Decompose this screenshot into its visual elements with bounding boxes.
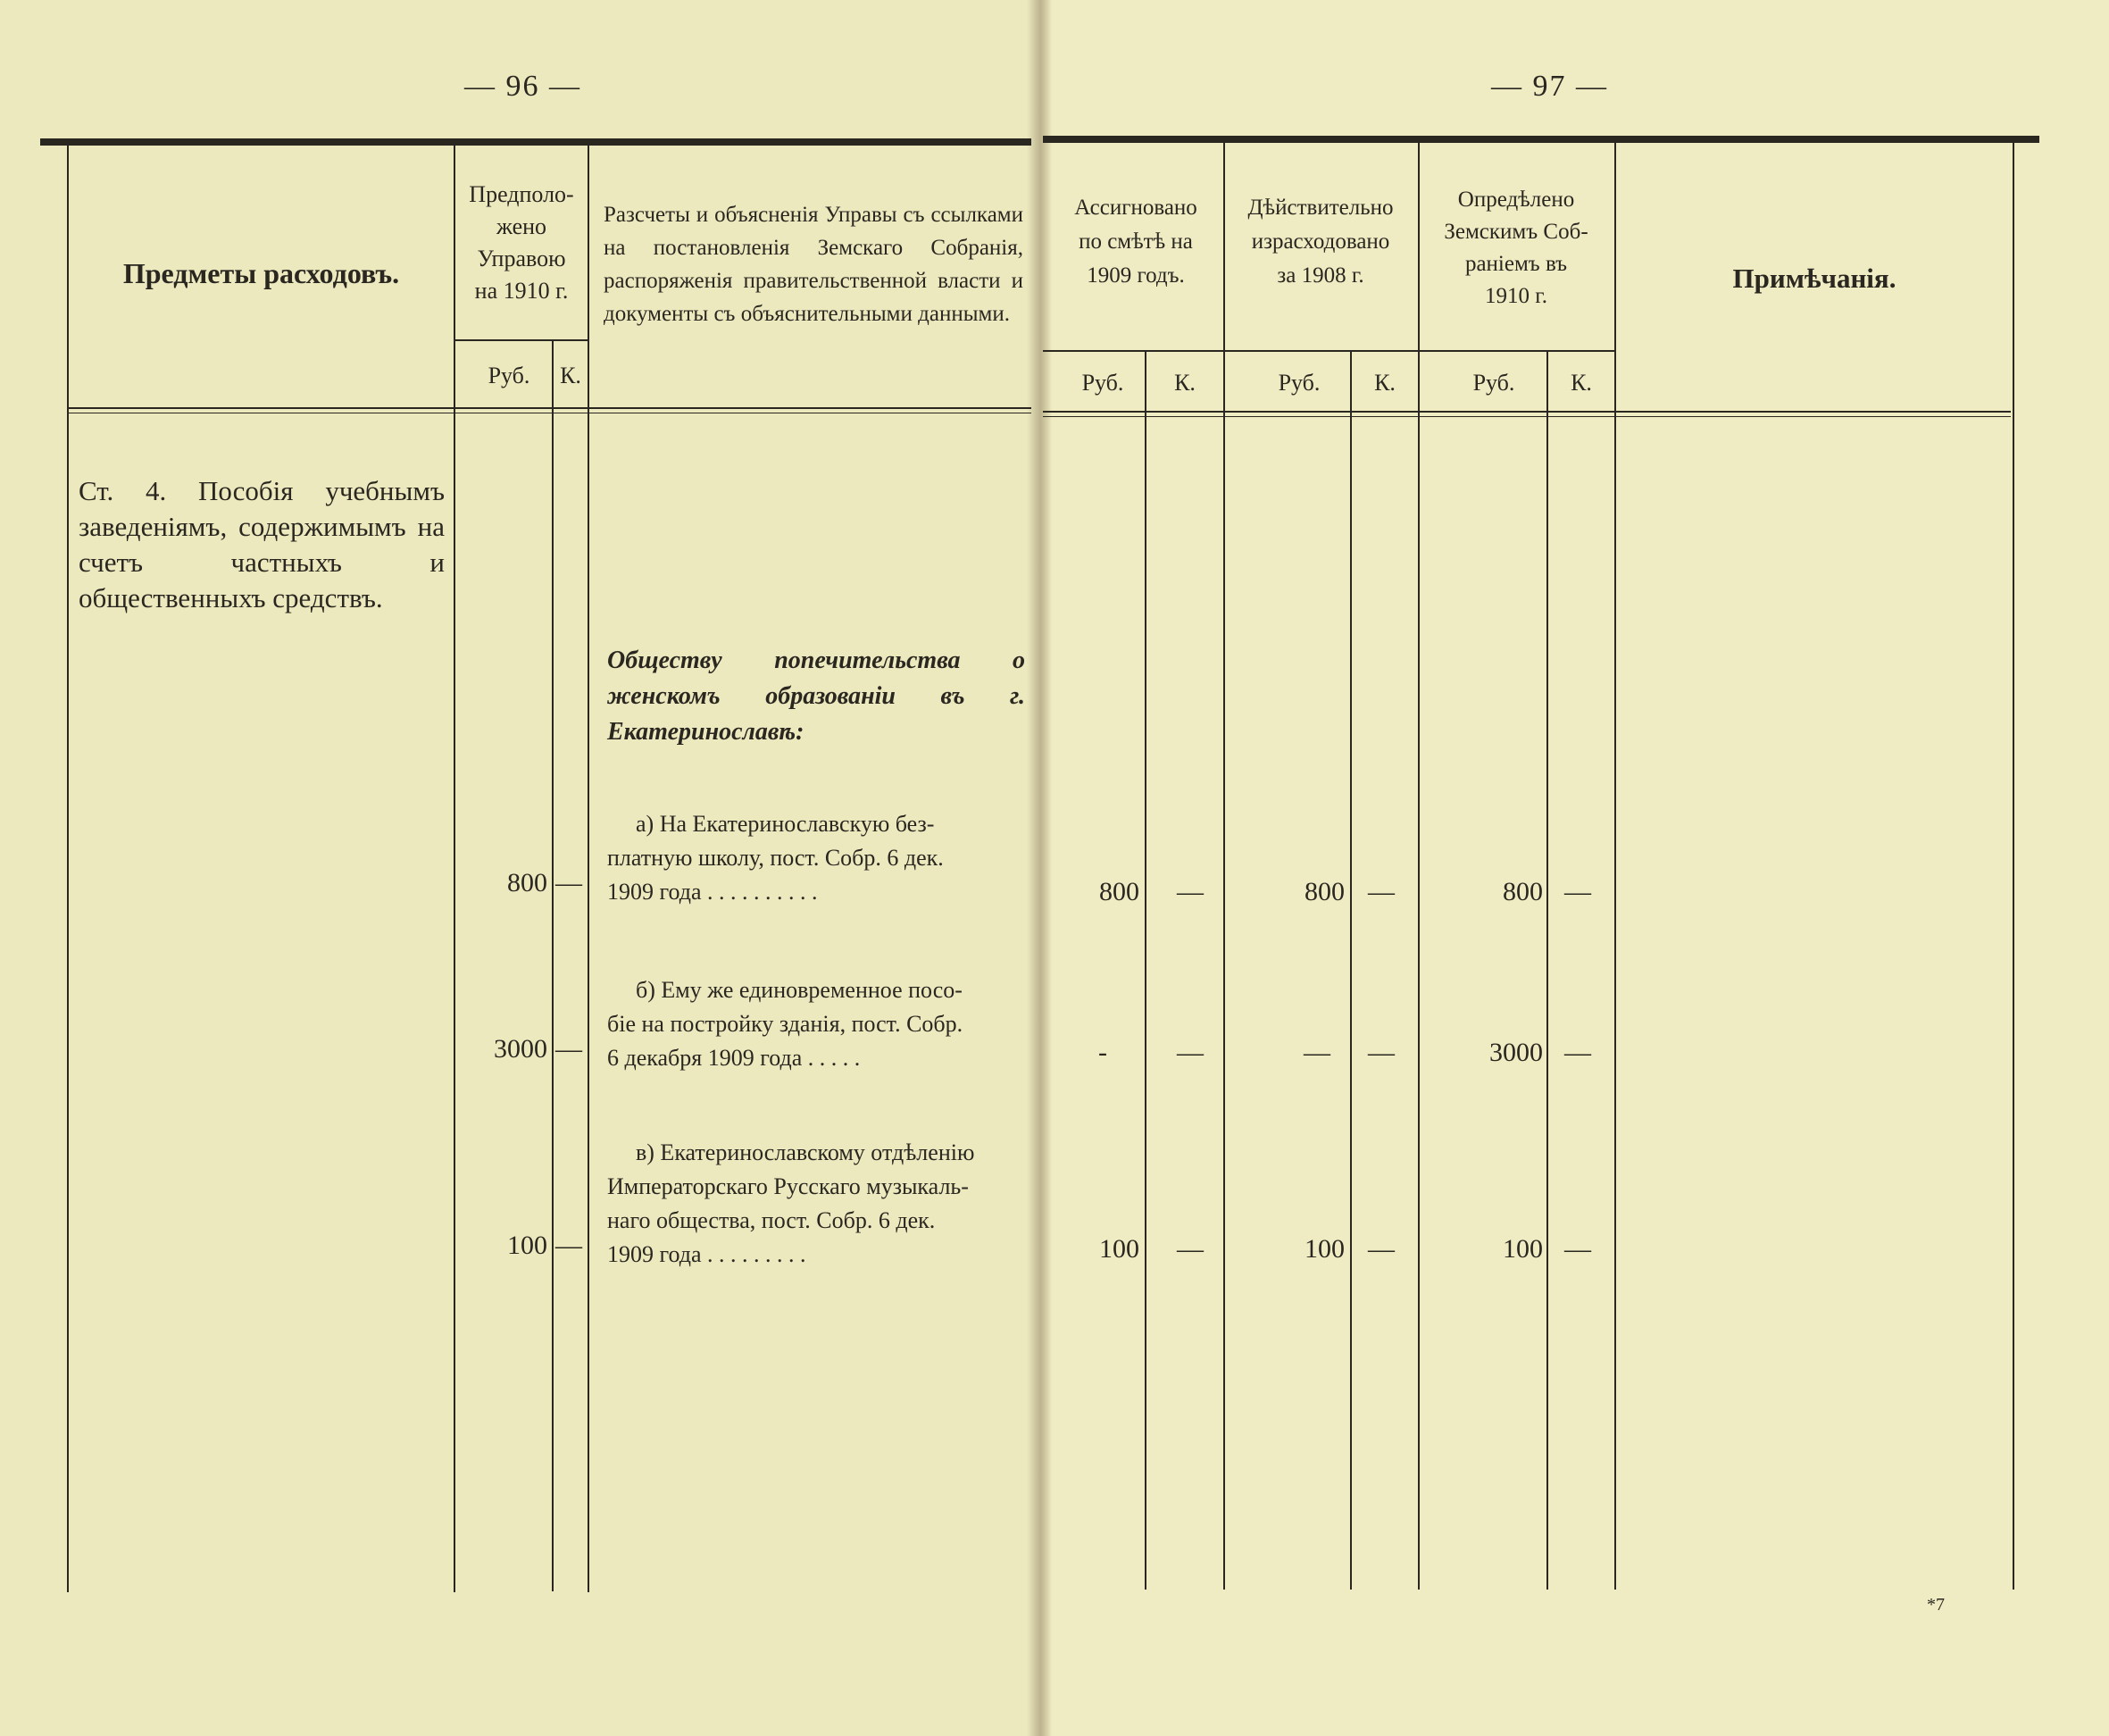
assigned-rub-b: -	[1098, 1038, 1107, 1067]
entry-b	[607, 973, 1025, 1075]
header-spent: Дѣйствительно израсходовано за 1908 г.	[1247, 196, 1394, 288]
spent-rub-c: 100	[1305, 1234, 1345, 1264]
header-items: Предметы расходовъ.	[122, 257, 400, 289]
article-title: Ст. 4. Пособія учебнымъ заведеніямъ, содержимымъ на счетъ частныхъ и общественныхъ средствъ.	[79, 475, 445, 613]
proposed-rub-a: 800	[507, 868, 547, 897]
book-gutter	[1027, 0, 1052, 1736]
header-notes: Примѣчанія.	[1732, 263, 1896, 294]
col-line-proposed	[588, 146, 589, 1592]
determined-kop-a: —	[1564, 877, 1591, 906]
assigned-rub-a: 800	[1099, 877, 1139, 906]
col-line-items	[454, 146, 455, 1592]
spent-kop-a: —	[1368, 877, 1395, 906]
entry-c-line-2: Императорскаго Русскаго музыкаль-	[607, 1173, 969, 1199]
entry-b-line-1: б) Ему же единовременное посо-	[636, 977, 963, 1003]
assigned-kop-c: —	[1177, 1234, 1204, 1264]
header-assigned: Ассигновано по смѣтѣ на 1909 годъ.	[1074, 196, 1197, 288]
entry-c-line-4: 1909 года . . . . . . . . .	[607, 1241, 806, 1267]
determined-rub-b: 3000	[1489, 1038, 1543, 1067]
entry-a	[607, 807, 1025, 909]
proposed-kop-b: —	[555, 1034, 582, 1064]
col-line-rub-kop	[552, 341, 554, 1591]
top-rule-left	[40, 138, 1031, 146]
spent-rub-b: —	[1304, 1038, 1330, 1067]
determined-rub-c: 100	[1503, 1234, 1543, 1264]
entry-c	[607, 1136, 1025, 1272]
unit-rub-assigned: Руб.	[1081, 370, 1124, 396]
proposed-kop-a: —	[555, 868, 582, 897]
col-line-assigned-kop	[1145, 352, 1146, 1590]
proposed-rub-b: 3000	[494, 1034, 547, 1064]
header-rule-right	[1043, 411, 2011, 413]
header-determined: Опредѣлено Земскимъ Соб- раніемъ въ 1910 г.	[1444, 188, 1588, 308]
header-rule-left	[67, 407, 1031, 409]
footer-signature-mark: *7	[1927, 1595, 1945, 1615]
entry-a-line-2: платную школу, пост. Собр. 6 дек.	[607, 845, 944, 871]
unit-rub-spent: Руб.	[1278, 370, 1321, 396]
header-explanations: Разсчеты и объясненія Управы съ ссылками на постановленія Земскаго Собранія, распоряженія правительственной власти и документы съ объяснительными данными.	[604, 203, 1023, 326]
header-rule-right-2	[1043, 416, 2011, 417]
col-line-spent	[1418, 143, 1420, 1590]
entry-b-line-3: 6 декабря 1909 года . . . . .	[607, 1045, 861, 1071]
entry-c-line-1: в) Екатеринославскому отдѣленію	[636, 1139, 975, 1165]
unit-rule-right	[1043, 350, 1614, 352]
top-rule-right	[1043, 136, 2039, 143]
spent-kop-c: —	[1368, 1234, 1395, 1264]
assigned-rub-c: 100	[1099, 1234, 1139, 1264]
page-number-left: — 96 —	[464, 70, 581, 103]
unit-kop-spent: К.	[1374, 370, 1396, 396]
col-line-left-edge	[67, 146, 69, 1592]
col-line-determined-kop	[1546, 352, 1548, 1590]
proposed-kop-c: —	[555, 1231, 582, 1260]
unit-rub-left: Руб.	[488, 363, 530, 388]
entry-a-line-1: а) На Екатеринославскую без-	[636, 811, 935, 837]
col-line-determined	[1614, 143, 1616, 1590]
determined-rub-a: 800	[1503, 877, 1543, 906]
entry-b-line-2: біе на постройку зданія, пост. Собр.	[607, 1011, 963, 1037]
page-number-right: — 97 —	[1491, 70, 1608, 103]
unit-rule-left	[454, 339, 588, 341]
col-line-notes	[2013, 143, 2014, 1590]
col-line-spent-kop	[1350, 352, 1352, 1590]
assigned-kop-b: —	[1177, 1038, 1204, 1067]
entry-c-line-3: наго общества, пост. Собр. 6 дек.	[607, 1207, 936, 1233]
assigned-kop-a: —	[1177, 877, 1204, 906]
spent-rub-a: 800	[1305, 877, 1345, 906]
entry-a-line-3: 1909 года . . . . . . . . . .	[607, 879, 818, 905]
proposed-rub-c: 100	[507, 1231, 547, 1260]
spent-kop-b: —	[1368, 1038, 1395, 1067]
unit-rub-determined: Руб.	[1472, 370, 1515, 396]
unit-kop-assigned: К.	[1174, 370, 1196, 396]
determined-kop-c: —	[1564, 1234, 1591, 1264]
determined-kop-b: —	[1564, 1038, 1591, 1067]
unit-kop-left: К.	[560, 363, 581, 388]
unit-kop-determined: К.	[1571, 370, 1592, 396]
header-proposed: Предполо- жено Управою на 1910 г.	[469, 181, 574, 304]
society-heading: Обществу попечительства о женскомъ образованіи въ г. Екатеринославѣ:	[607, 647, 1025, 746]
col-line-assigned	[1223, 143, 1225, 1590]
